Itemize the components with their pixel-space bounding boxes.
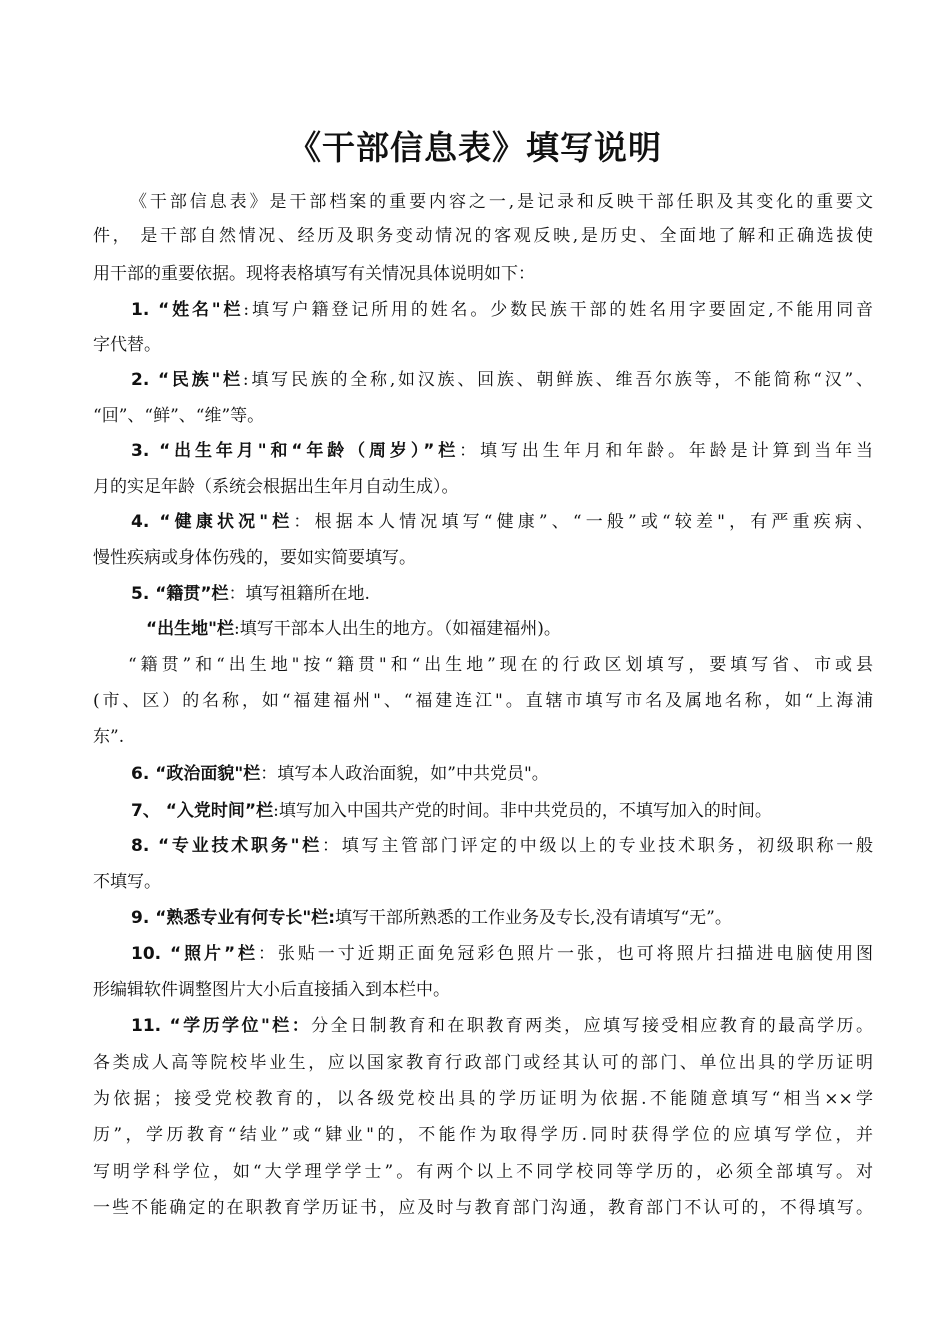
text-line: [93, 546, 873, 570]
text-segment: ：填写主管部门评定的中级以上的专业技术职务，初级职称一般: [322, 836, 873, 856]
text-segment: 为依据；接受党校教育的，以各级党校出具的学历证明为依据.不能随意填写“相当××学: [93, 1089, 873, 1109]
text-line: [93, 1160, 873, 1184]
text-line: [131, 439, 873, 463]
text-segment: “籍贯”和“出生地"按“籍贯"和“出生地”现在的行政区划填写，要填写省、市或县: [128, 655, 873, 675]
text-segment: (市、区）的名称，如“福建福州"、“福建连江"。直辖市填写市名及属地名称，如“上海浦: [93, 691, 873, 711]
text-segment: 东”.: [93, 727, 125, 747]
field-label: 7、 “入党时间”栏: [131, 801, 274, 821]
text-segment: 《干部信息表》是干部档案的重要内容之一,是记录和反映干部任职及其变化的重要文: [130, 192, 873, 212]
text-segment: 填写干部所熟悉的工作业务及专长,没有请填写“无”。: [335, 908, 732, 928]
text-line: [93, 262, 873, 286]
text-line: [93, 870, 873, 894]
text-line: [93, 404, 873, 428]
text-segment: 一些不能确定的在职教育学历证书，应及时与教育部门沟通，教育部门不认可的，不得填写。: [93, 1198, 873, 1218]
text-segment: 慢性疾病或身体伤残的，要如实简要填写。: [93, 548, 416, 568]
field-label: 6. “政治面貌"栏: [131, 764, 261, 784]
field-label: 11. “学历学位"栏：: [131, 1016, 312, 1036]
field-label: 10. “照片”栏: [131, 944, 258, 964]
text-segment: 不填写。: [93, 872, 161, 892]
text-segment: ：张贴一寸近期正面免冠彩色照片一张，也可将照片扫描进电脑使用图: [257, 944, 873, 964]
text-segment: :填写民族的全称,如汉族、回族、朝鲜族、维吾尔族等，不能简称“汉”、: [242, 370, 873, 390]
text-line: [93, 1087, 873, 1111]
text-line: [93, 1196, 873, 1220]
field-label: 4. “健康状况"栏: [131, 512, 294, 532]
text-line: [93, 1051, 873, 1075]
text-segment: ：填写祖籍所在地.: [228, 584, 370, 604]
field-label: 3. “出生年月"和“年龄（周岁）”栏: [131, 441, 460, 461]
text-line: [93, 333, 873, 357]
text-line: [131, 942, 873, 966]
text-segment: ：根据本人情况填写“健康”、“一般”或“较差"，有严重疾病、: [293, 512, 873, 532]
text-line: [128, 653, 873, 677]
text-segment: ：填写本人政治面貌，如”中共党员"。: [260, 764, 549, 784]
text-line: [130, 190, 873, 214]
text-line: [131, 762, 873, 786]
text-segment: 形编辑软件调整图片大小后直接插入到本栏中。: [93, 980, 450, 1000]
field-label: 8. “专业技术职务"栏: [131, 836, 323, 856]
text-line: [93, 1123, 873, 1147]
field-label: 5. “籍贯”栏: [131, 584, 229, 604]
text-segment: 写明学科学位，如“大学理学学士”。有两个以上不同学校同等学历的，必须全部填写。对: [93, 1162, 873, 1182]
text-line: [131, 1014, 873, 1038]
text-line: [93, 475, 873, 499]
text-line: [131, 582, 873, 606]
field-label: “出生地"栏: [146, 619, 235, 639]
page-title: 《干部信息表》填写说明: [288, 128, 662, 167]
text-segment: 历”，学历教育“结业”或“肄业"的，不能作为取得学历.同时获得学位的应填写学位，并: [93, 1125, 873, 1145]
text-segment: ：填写出生年月和年龄。年龄是计算到当年当: [459, 441, 873, 461]
text-line: [93, 224, 873, 248]
text-segment: 各类成人高等院校毕业生，应以国家教育行政部门或经其认可的部门、单位出具的学历证明: [93, 1053, 873, 1073]
text-line: [131, 906, 873, 930]
text-line: [93, 689, 873, 713]
text-segment: :填写干部本人出生的地方。（如福建福州)。: [234, 619, 561, 639]
text-line: [146, 617, 873, 641]
field-label: 9. “熟悉专业有何专长"栏:: [131, 908, 336, 928]
text-segment: “回”、“鲜”、“维”等。: [93, 406, 265, 426]
text-segment: :填写加入中国共产党的时间。非中共党员的，不填写加入的时间。: [273, 801, 772, 821]
text-line: [131, 298, 873, 322]
text-line: [131, 510, 873, 534]
text-line: [131, 368, 873, 392]
text-segment: 分全日制教育和在职教育两类，应填写接受相应教育的最高学历。: [311, 1016, 873, 1036]
text-line: [131, 834, 873, 858]
field-label: 1. “姓名"栏: [131, 300, 244, 320]
text-segment: 件， 是干部自然情况、经历及职务变动情况的客观反映,是历史、全面地了解和正确选拔使: [93, 226, 873, 246]
text-segment: 字代替。: [93, 335, 161, 355]
text-line: [131, 799, 873, 823]
text-segment: 用干部的重要依据。现将表格填写有关情况具体说明如下：: [93, 264, 535, 284]
text-segment: :填写户籍登记所用的姓名。少数民族干部的姓名用字要固定,不能用同音: [243, 300, 873, 320]
field-label: 2. “民族"栏: [131, 370, 243, 390]
text-segment: 月的实足年龄（系统会根据出生年月自动生成）。: [93, 477, 459, 497]
text-line: [93, 725, 873, 749]
text-line: [93, 978, 873, 1002]
